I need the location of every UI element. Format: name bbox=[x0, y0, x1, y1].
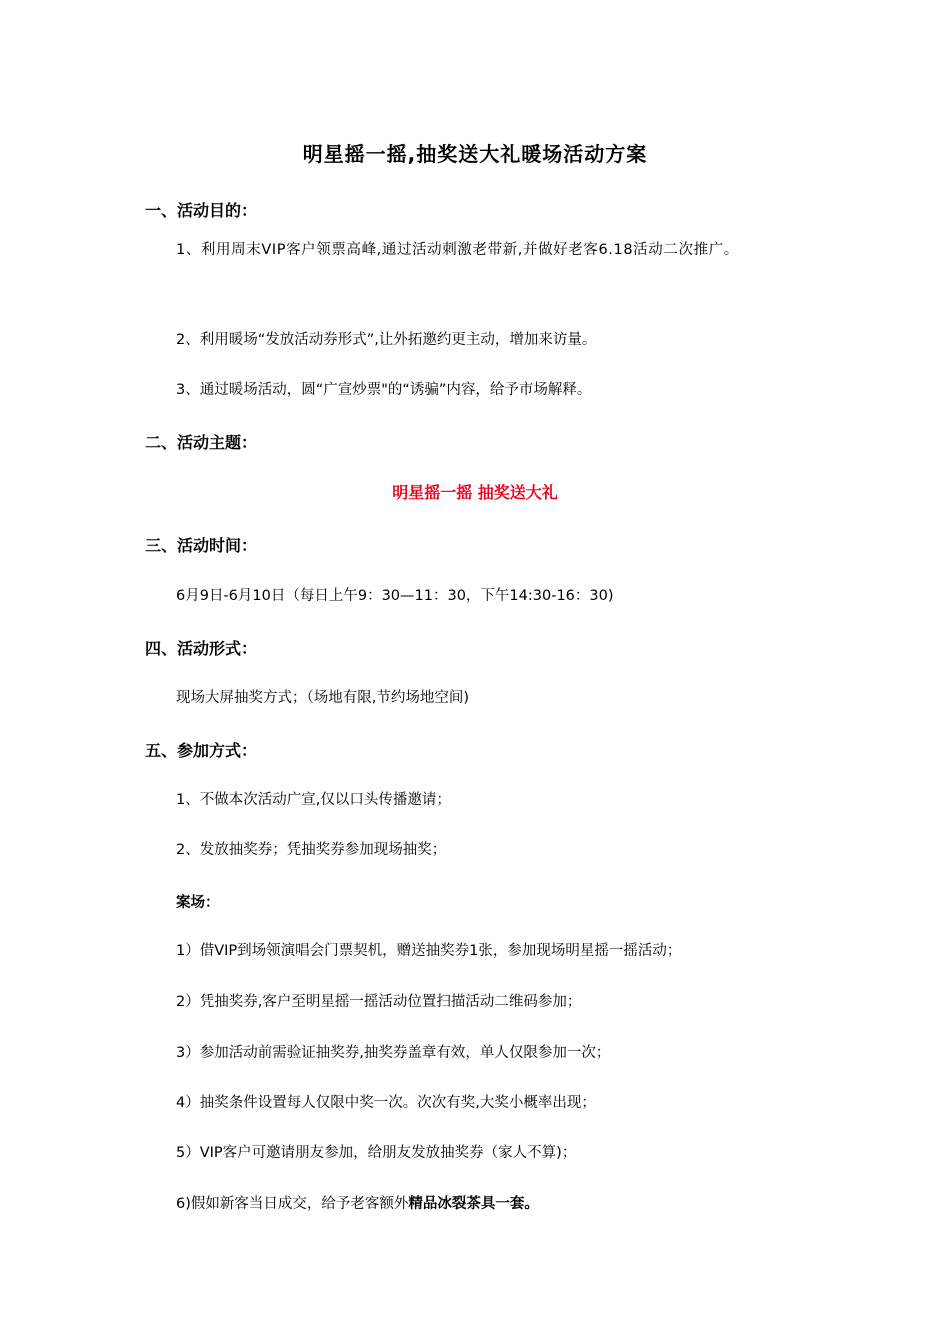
rule-item-6-text: 6)假如新客当日成交，给予老客额外 bbox=[176, 1196, 409, 1212]
case-site-subheading: 案场： bbox=[176, 895, 220, 911]
rule-item-6 bbox=[176, 1186, 816, 1222]
participation-item-2: 2、发放抽奖券；凭抽奖券参加现场抽奖； bbox=[176, 842, 447, 858]
participation-item-1: 1、不做本次活动广宣,仅以口头传播邀请； bbox=[176, 792, 451, 808]
rule-item-2: 2）凭抽奖券,客户至明星摇一摇活动位置扫描活动二维码参加； bbox=[176, 994, 582, 1010]
activity-form: 现场大屏抽奖方式；（场地有限,节约场地空间) bbox=[176, 690, 470, 706]
rule-item-5: 5）VIP客户可邀请朋友参加，给朋友发放抽奖券（家人不算)； bbox=[176, 1145, 577, 1161]
rule-item-1: 1）借VIP到场领演唱会门票契机，赠送抽奖券1张，参加现场明星摇一摇活动； bbox=[176, 943, 682, 959]
purpose-item-2: 2、利用暖场“发放活动券形式”,让外拓邀约更主动，增加来访量。 bbox=[176, 332, 597, 348]
activity-time: 6月9日-6月10日（每日上午9：30—11：30，下午14:30-16：30) bbox=[176, 588, 614, 604]
activity-theme: 明星摇一摇 抽奖送大礼 bbox=[392, 483, 558, 502]
purpose-item-1: 1、利用周末VIP客户领票高峰,通过活动刺激老带新,并做好老客6.18活动二次推广。 bbox=[176, 242, 739, 258]
purpose-item-3: 3、通过暖场活动，圆“广宣炒票"的“诱骗”内容，给予市场解释。 bbox=[176, 382, 592, 398]
rule-item-6-highlight: 精品冰裂茶具一套。 bbox=[408, 1196, 539, 1212]
section-heading-purpose: 一、活动目的： bbox=[145, 201, 258, 220]
rule-item-4: 4）抽奖条件设置每人仅限中奖一次。次次有奖,大奖小概率出现； bbox=[176, 1095, 596, 1111]
section-heading-form: 四、活动形式： bbox=[145, 639, 258, 658]
section-heading-time: 三、活动时间： bbox=[145, 536, 258, 555]
document-title: 明星摇一摇,抽奖送大礼暖场活动方案 bbox=[302, 142, 648, 166]
section-heading-participation: 五、参加方式： bbox=[145, 741, 258, 760]
section-heading-theme: 二、活动主题： bbox=[145, 433, 258, 452]
rule-item-3: 3）参加活动前需验证抽奖券,抽奖券盖章有效，单人仅限参加一次； bbox=[176, 1045, 611, 1061]
